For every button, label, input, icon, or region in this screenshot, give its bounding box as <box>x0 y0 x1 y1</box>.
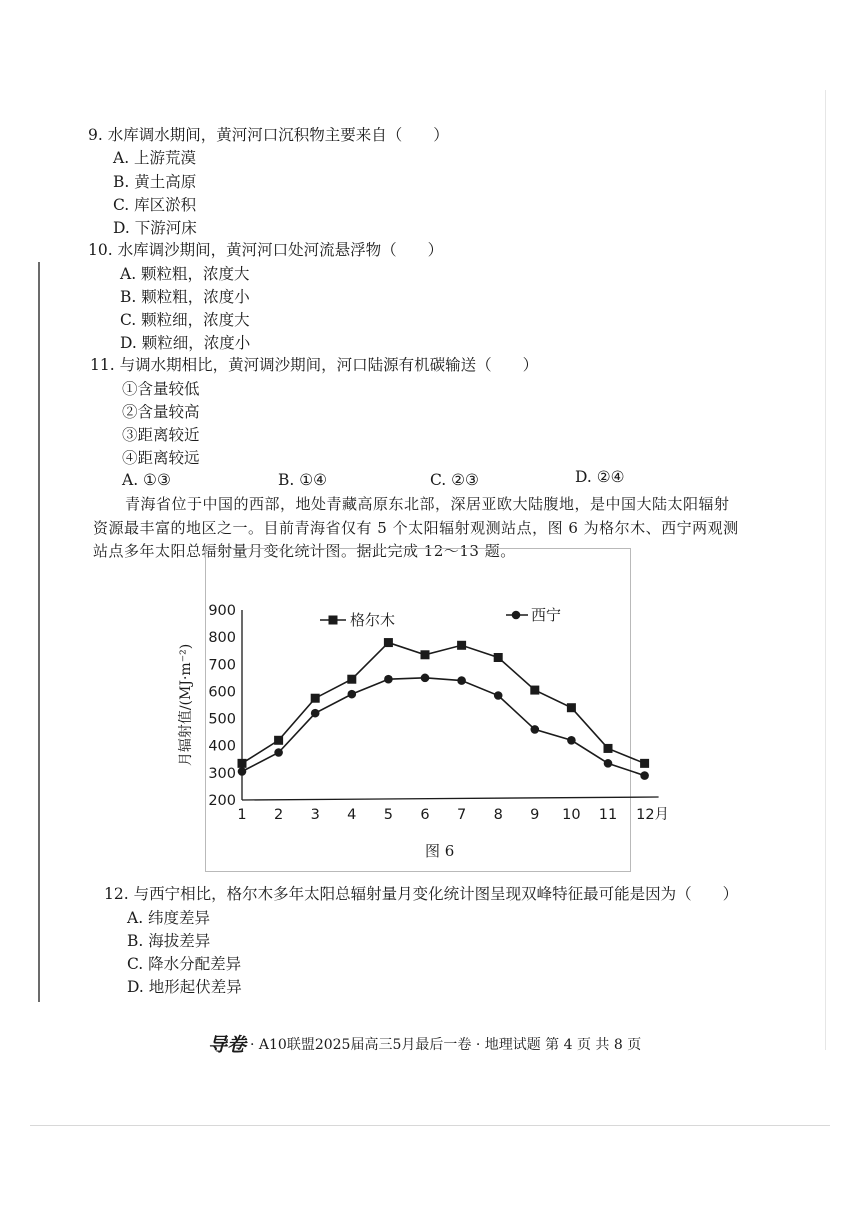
q11-statement-3: ③距离较近 <box>122 426 200 444</box>
q11-stem: 11. 与调水期相比，黄河调沙期间，河口陆源有机碳输送（ ） <box>90 356 539 374</box>
data-point-square <box>457 641 466 650</box>
data-point-circle <box>274 748 283 757</box>
data-point-circle <box>311 709 320 718</box>
x-axis <box>242 797 659 800</box>
series-line-geermu <box>242 643 645 764</box>
data-point-circle <box>421 674 430 683</box>
data-point-circle <box>567 736 576 745</box>
data-point-circle <box>384 675 393 684</box>
footer-text: · A10联盟2025届高三5月最后一卷 · 地理试题 第 4 页 共 8 页 <box>250 1036 642 1053</box>
data-point-square <box>347 675 356 684</box>
data-point-circle <box>604 759 613 768</box>
q10-option-d: D. 颗粒细，浓度小 <box>120 334 251 352</box>
x-tick-label: 7 <box>456 807 467 823</box>
passage-line-1: 青海省位于中国的西部，地处青藏高原东北部，深居亚欧大陆腹地，是中国大陆太阳辐射 <box>125 495 730 513</box>
publisher-logo: 导卷 <box>208 1034 247 1056</box>
data-point-circle <box>494 691 503 700</box>
q9-option-a: A. 上游荒漠 <box>113 149 197 167</box>
data-point-circle <box>348 690 357 699</box>
y-tick-label: 700 <box>208 657 236 674</box>
q11-statement-4: ④距离较远 <box>122 449 200 467</box>
data-point-circle <box>531 725 540 734</box>
series-line-xining <box>242 678 645 776</box>
y-tick-label: 400 <box>208 738 236 755</box>
data-point-circle <box>640 771 649 780</box>
data-point-square <box>311 694 320 703</box>
x-tick-label: 8 <box>493 807 503 823</box>
x-tick-label: 12月 <box>636 807 670 823</box>
figure-caption: 图 6 <box>425 842 455 860</box>
margin-rule <box>38 262 40 1002</box>
q10-stem: 10. 水库调沙期间，黄河河口处河流悬浮物（ ） <box>88 241 444 259</box>
q11-statement-2: ②含量较高 <box>122 403 200 421</box>
q9-option-b: B. 黄土高原 <box>113 173 197 191</box>
data-point-square <box>384 638 393 647</box>
q11-option-a: A. ①③ <box>122 471 171 489</box>
passage-line-2: 资源最丰富的地区之一。目前青海省仅有 5 个太阳辐射观测站点，图 6 为格尔木、西宁两观测 <box>93 519 739 537</box>
data-point-circle <box>457 676 466 685</box>
data-point-square <box>494 653 503 662</box>
q10-option-a: A. 颗粒粗，浓度大 <box>120 265 250 283</box>
passage-line-3: 站点多年太阳总辐射量月变化统计图。据此完成 12～13 题。 <box>93 542 516 560</box>
scan-edge <box>825 90 826 1050</box>
data-point-square <box>421 650 430 659</box>
y-tick-label: 300 <box>208 765 236 782</box>
x-tick-label: 2 <box>273 807 284 823</box>
y-tick-label: 500 <box>208 711 236 728</box>
footer-rule <box>30 1125 830 1126</box>
x-tick-label: 4 <box>347 807 357 823</box>
page-footer <box>208 1030 641 1057</box>
y-tick-label: 600 <box>208 684 236 701</box>
q9-option-c: C. 库区淤积 <box>113 196 197 214</box>
legend-marker-xining <box>512 611 521 620</box>
data-point-circle <box>238 767 247 776</box>
legend-marker-geermu <box>329 616 338 625</box>
legend-label-xining: 西宁 <box>531 606 562 624</box>
q12-option-c: C. 降水分配差异 <box>127 955 242 973</box>
data-point-square <box>274 736 283 745</box>
q11-option-d: D. ②④ <box>575 468 625 486</box>
y-axis-label: 月辐射值/(MJ·m⁻²) <box>178 643 194 767</box>
y-tick-label: 800 <box>208 630 236 647</box>
q10-option-b: B. 颗粒粗，浓度小 <box>120 288 250 306</box>
y-tick-label: 900 <box>208 603 236 619</box>
q11-option-c: C. ②③ <box>430 471 479 489</box>
x-tick-label: 6 <box>420 807 430 823</box>
x-tick-label: 5 <box>383 807 394 823</box>
x-tick-label: 3 <box>310 807 320 823</box>
q12-option-a: A. 纬度差异 <box>127 909 211 927</box>
q11-option-b: B. ①④ <box>278 471 328 489</box>
x-tick-label: 1 <box>237 807 247 823</box>
radiation-chart <box>170 590 670 835</box>
q9-stem: 9. 水库调水期间，黄河河口沉积物主要来自（ ） <box>88 126 449 144</box>
q12-stem: 12. 与西宁相比，格尔木多年太阳总辐射量月变化统计图呈现双峰特征最可能是因为（ ） <box>104 885 739 903</box>
x-tick-label: 9 <box>530 807 540 823</box>
q12-option-b: B. 海拔差异 <box>127 932 211 950</box>
q12-option-d: D. 地形起伏差异 <box>127 978 242 996</box>
q11-statement-1: ①含量较低 <box>122 380 200 398</box>
x-tick-label: 10 <box>562 807 581 823</box>
legend-label-geermu: 格尔木 <box>350 611 396 629</box>
q10-option-c: C. 颗粒细，浓度大 <box>120 311 250 329</box>
y-tick-label: 200 <box>208 793 236 809</box>
data-point-square <box>238 759 247 768</box>
x-tick-label: 11 <box>598 807 618 823</box>
data-point-square <box>640 759 649 768</box>
data-point-square <box>567 703 576 712</box>
data-point-square <box>604 744 613 753</box>
q9-option-d: D. 下游河床 <box>113 219 197 237</box>
data-point-square <box>530 686 539 695</box>
